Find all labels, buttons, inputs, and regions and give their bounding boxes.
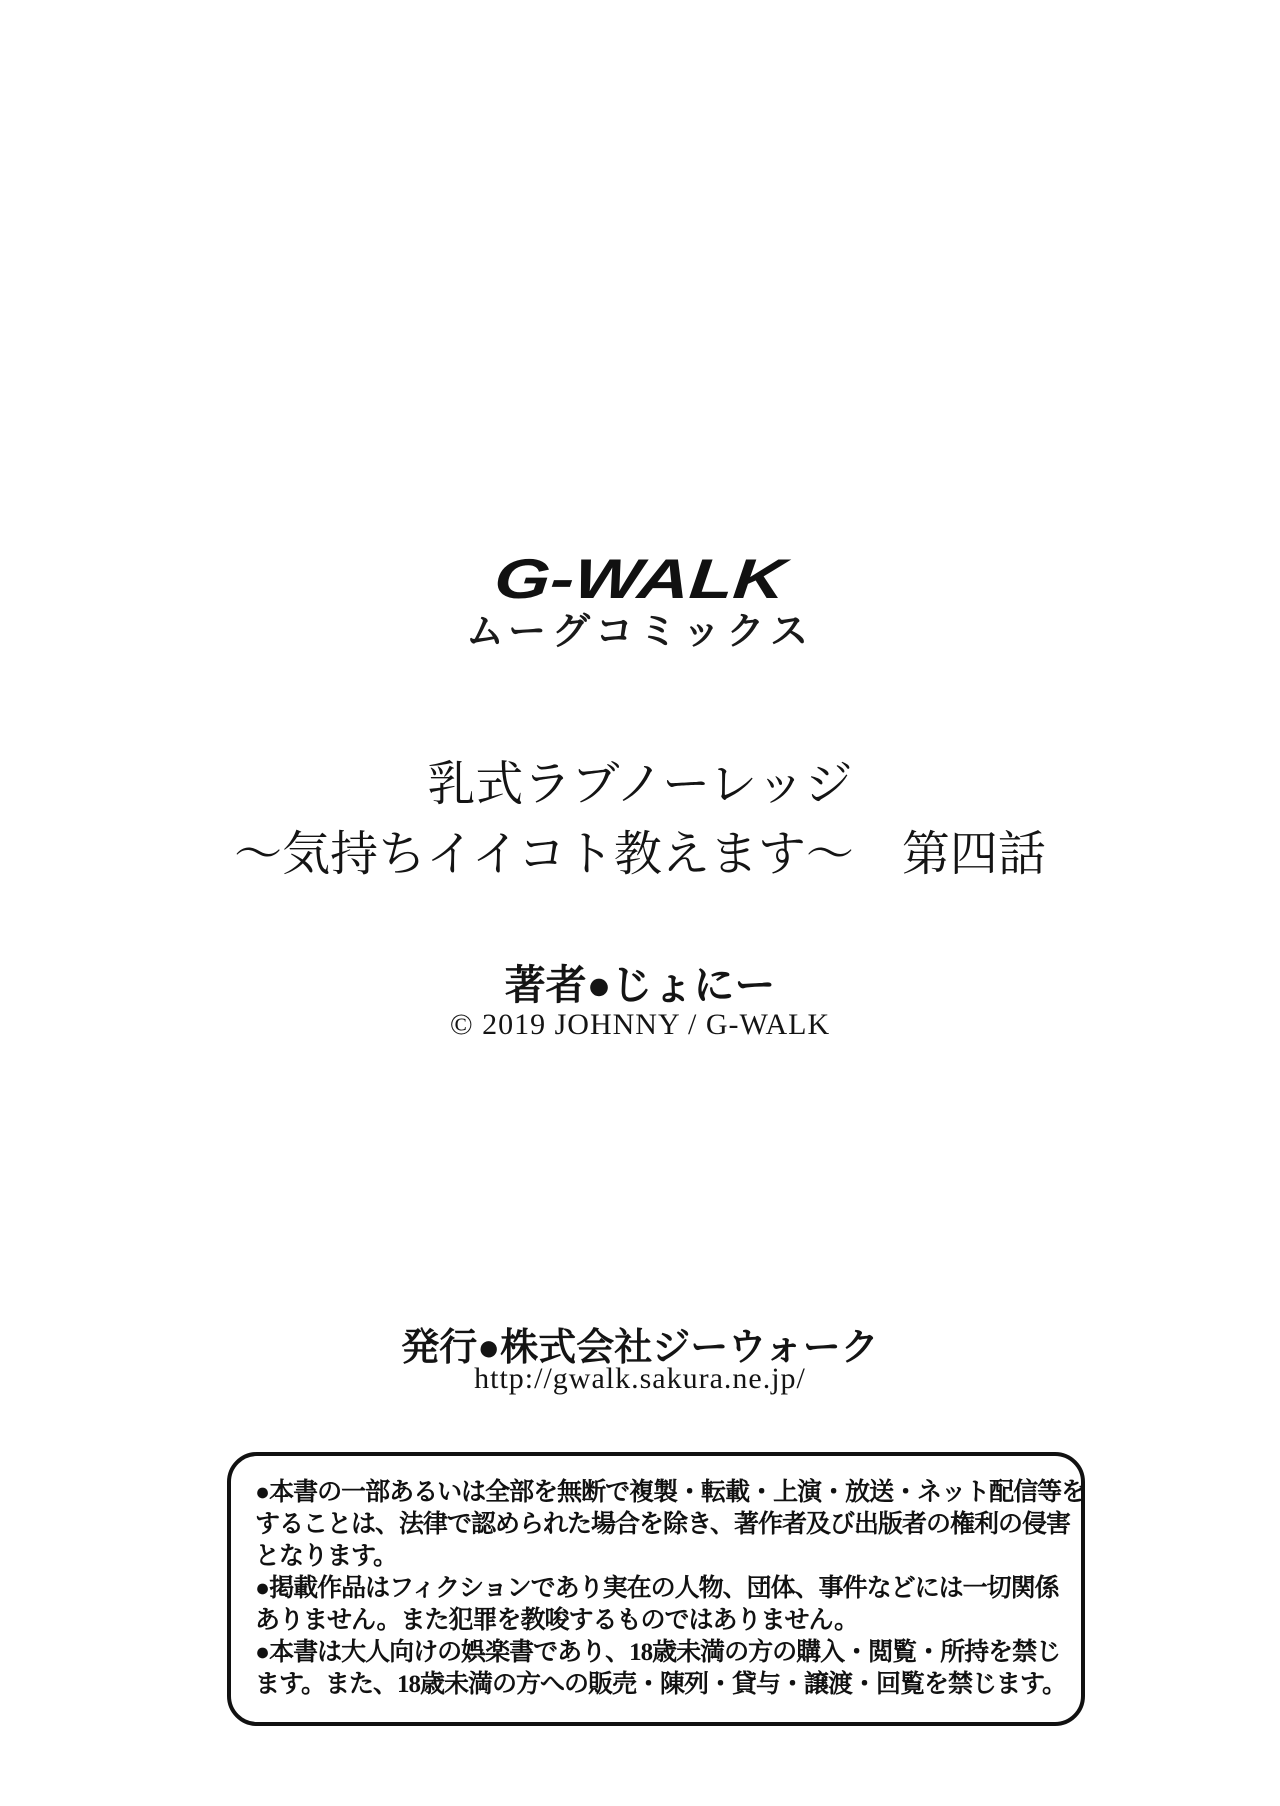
legal-notice-line: となります。 — [255, 1543, 398, 1570]
book-title-line-1: 乳式ラブノーレッジ — [427, 758, 853, 811]
legal-notice-line: ●本書は大人向けの娯楽書であり、18歳未満の方の購入・閲覧・所持を禁じ — [255, 1639, 1061, 1666]
publisher-wordmark-logo: G-WALK — [491, 547, 789, 610]
imprint-label: ムーグコミックス — [465, 611, 815, 653]
legal-notice-line: ●掲載作品はフィクションであり実在の人物、団体、事件などには一切関係 — [255, 1575, 1059, 1602]
legal-notice-box — [227, 1452, 1085, 1726]
legal-notice-line: ●本書の一部あるいは全部を無断で複製・転載・上演・放送・ネット配信等を — [255, 1479, 1086, 1506]
book-title — [0, 750, 1280, 890]
legal-notice-line: ありません。また犯罪を教唆するものではありません。 — [255, 1607, 859, 1634]
copyright-line: © 2019 JOHNNY / G-WALK — [449, 1008, 831, 1041]
website-url: http://gwalk.sakura.ne.jp/ — [474, 1362, 806, 1395]
book-title-line-2: ～気持ちイイコト教えます～ 第四話 — [234, 828, 1046, 881]
legal-notice-line: ます。また、18歳未満の方への販売・陳列・貸与・譲渡・回覧を禁じます。 — [255, 1671, 1067, 1698]
author-line: 著者●じょにー — [504, 962, 776, 1008]
legal-notice-line: することは、法律で認められた場合を除き、著作者及び出版者の権利の侵害 — [255, 1511, 1071, 1538]
publisher-line: 発行●株式会社ジーウォーク — [401, 1327, 879, 1369]
